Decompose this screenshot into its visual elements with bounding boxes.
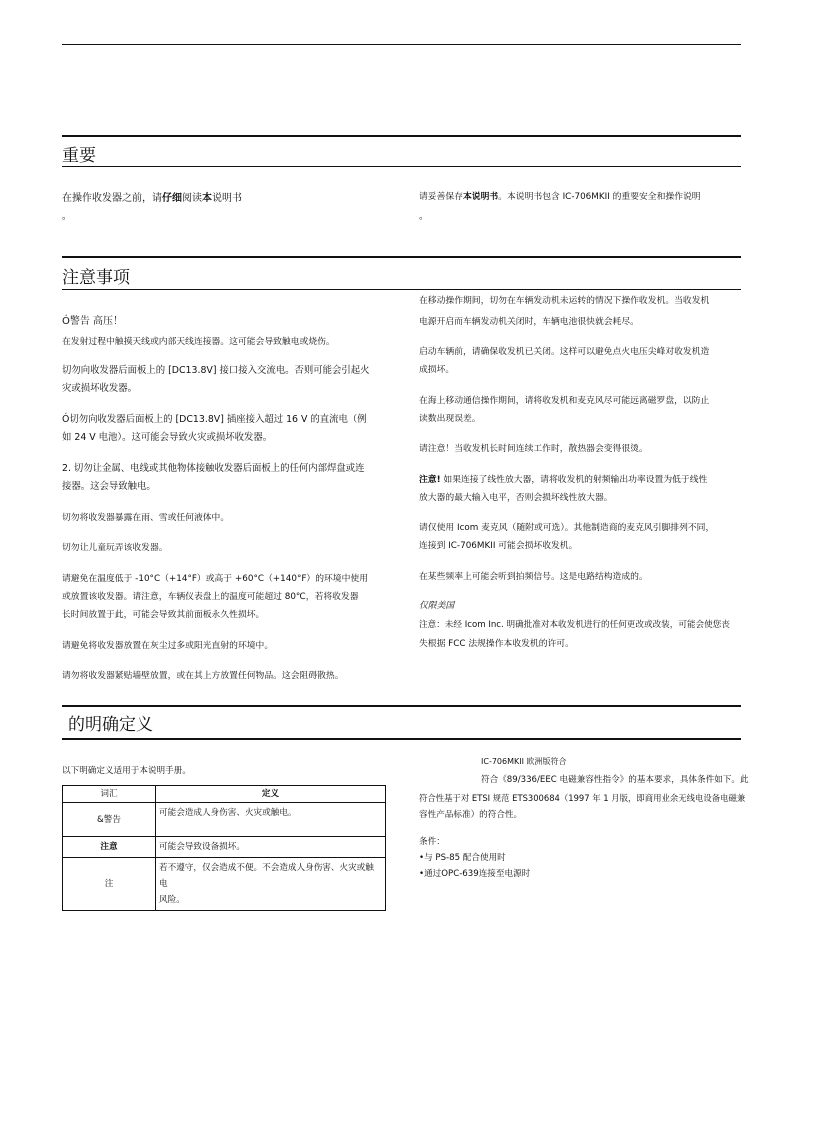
table-cell-definition: 若不遵守，仅会造成不便。不会造成人身伤害、火灾或触电 风险。 [156,858,386,911]
precaution-text: 在移动操作期间，切勿在车辆发动机未运转的情况下操作收发机。当收发机 [419,296,710,306]
precaution-text: 启动车辆前，请确保收发机已关闭。这样可以避免点火电压尖峰对收发机造 [419,347,710,357]
table-cell-term: &警告 [63,803,156,837]
precaution-text: 读数出现误差。 [419,414,481,424]
warning-high-voltage: Ó警告 高压！ [62,316,124,327]
definitions-table [62,785,386,911]
conditions-label: 条件： [419,837,445,847]
table-header-definition: 定义 [156,786,386,803]
precaution-text: 请避免在温度低于 -10°C（+14°F）或高于 +60°C（+140°F）的环境中使用 [62,574,368,584]
eu-compliance-text: 符合《89/336/EEC 电磁兼容性指令》的基本要求，具体条件如下。此 [481,775,749,785]
important-right-text: 请妥善保存本说明书。本说明书包含 IC-706MKII 的重要安全和操作说明 [419,192,701,202]
precaution-text: 或放置该收发器。请注意，车辆仪表盘上的温度可能超过 80℃，若将收发器 [62,592,359,602]
usa-only-label: 仅限美国 [419,601,455,611]
precaution-text: 失根据 FCC 法规操作本收发机的许可。 [419,639,574,649]
precaution-text: 请勿将收发器紧贴墙壁放置，或在其上方放置任何物品。这会阻碍散热。 [62,671,344,681]
condition-item: •与 PS-85 配合使用时 [419,853,506,863]
precaution-text: 在海上移动通信操作期间，请将收发机和麦克风尽可能远离磁罗盘，以防止 [419,396,710,406]
precaution-text: 切勿向收发器后面板上的 [DC13.8V] 接口接入交流电。否则可能会引起火 [62,365,370,376]
table-cell-definition: 可能会造成人身伤害、火灾或触电。 [156,803,386,837]
precaution-text: 切勿将收发器暴露在雨、雪或任何液体中。 [62,513,230,523]
precaution-text: Ó切勿向收发器后面板上的 [DC13.8V] 插座接入超过 16 V 的直流电（例 [62,414,367,425]
section-rule-bottom [62,289,741,290]
table-cell-term: 注 [63,858,156,911]
precaution-text: 请避免将收发器放置在灰尘过多或阳光直射的环境中。 [62,641,274,651]
table-row [63,803,386,837]
precaution-text: 注意! 如果连接了线性放大器，请将收发机的射频输出功率设置为低于线性 [419,475,708,485]
definitions-intro: 以下明确定义适用于本说明手册。 [62,766,191,776]
eu-compliance-text: 容性产品标准）的符合性。 [419,810,523,820]
precaution-text: 注意：未经 Icom Inc. 明确批准对本收发机进行的任何更改或改装，可能会使您丧 [419,620,730,630]
important-left-text: 在操作收发器之前，请仔细阅读本说明书 [62,193,242,204]
precaution-text: 如 24 V 电池）。这可能会导致火灾或损坏收发器。 [62,432,273,443]
precaution-text: 2. 切勿让金属、电线或其他物体接触收发器后面板上的任何内部焊盘或连 [62,463,365,474]
table-cell-definition: 可能会导致设备损坏。 [156,837,386,858]
condition-item: •通过OPC-639连接至电源时 [419,869,531,879]
precaution-text: 连接到 IC-706MKII 可能会损坏收发机。 [419,541,578,551]
precaution-text: 接器。这会导致触电。 [62,481,156,492]
precaution-text: 灾或损坏收发器。 [62,383,138,394]
table-row [63,858,386,911]
heading-definitions: 的明确定义 [68,715,153,735]
section-rule-top [62,256,741,258]
important-left-period: 。 [62,211,72,222]
section-rule-top [62,705,741,707]
table-row [63,837,386,858]
precaution-text: 成损坏。 [419,365,455,375]
eu-compliance-text: 符合性基于对 ETSI 规范 ETS300684（1997 年 1 月版，即商用业余无线电设备电磁兼 [419,793,746,803]
precaution-text: 请仅使用 Icom 麦克风（随附或可选）。其他制造商的麦克风引脚排列不同， [419,523,715,533]
precaution-text: 在发射过程中触摸天线或内部天线连接器。这可能会导致触电或烧伤。 [62,337,335,347]
precaution-text: 长时间放置于此，可能会导致其前面板永久性损坏。 [62,610,265,620]
table-header-row [63,786,386,803]
important-right-period: 。 [419,211,429,222]
section-rule-bottom [62,738,741,740]
precaution-text: 切勿让儿童玩弄该收发器。 [62,543,168,553]
table-header-term: 词汇 [63,786,156,803]
section-rule-bottom [62,166,741,167]
top-rule [62,44,741,45]
eu-version-title: IC-706MKII 欧洲版符合 [481,757,567,766]
precaution-text: 放大器的最大输入电平，否则会损坏线性放大器。 [419,493,613,503]
precaution-text: 在某些频率上可能会听到拍频信号。这是电路结构造成的。 [419,572,648,582]
heading-important: 重要 [62,146,96,166]
heading-precautions: 注意事项 [62,268,130,288]
precaution-text: 请注意！当收发机长时间连续工作时，散热器会变得很烫。 [419,444,648,454]
section-rule-top [62,135,741,137]
precaution-text: 电源开启而车辆发动机关闭时，车辆电池很快就会耗尽。 [419,317,639,327]
table-cell-term: 注意 [63,837,156,858]
